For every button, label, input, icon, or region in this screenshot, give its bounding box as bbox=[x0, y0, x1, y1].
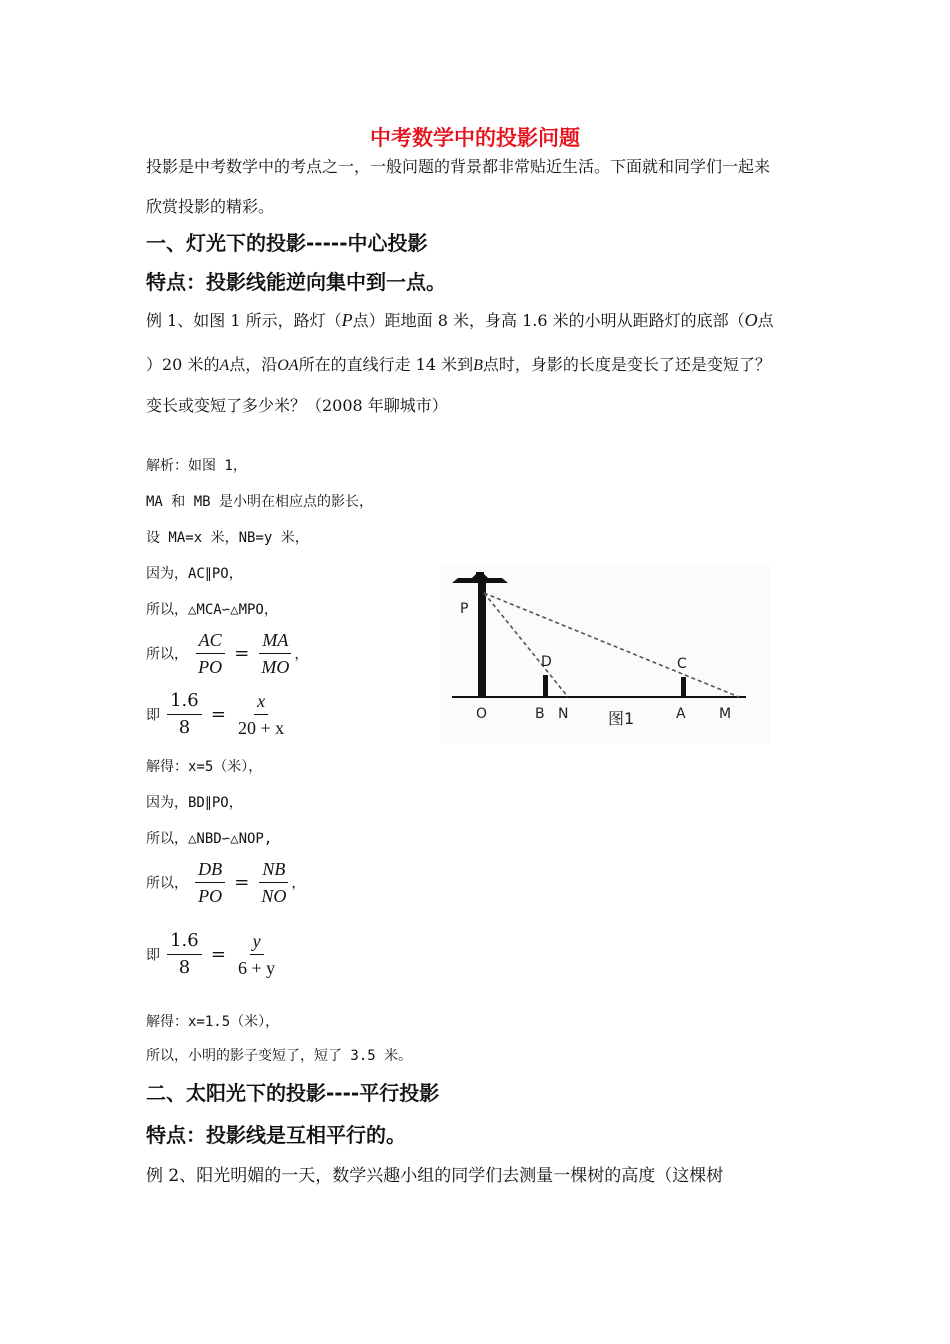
example1-text: 点时，身影的长度是变长了还是变短了？ bbox=[482, 355, 771, 374]
solution-line: 因为，BD∥PO， bbox=[146, 795, 243, 811]
denominator: 6 + y bbox=[238, 958, 276, 978]
example2-line-1: 例 2、阳光明媚的一天，数学兴趣小组的同学们去测量一棵树的高度（这棵树 bbox=[146, 1166, 724, 1186]
person-at-b bbox=[543, 675, 548, 697]
equation-ratio-1 bbox=[146, 629, 308, 678]
solution-line: 所以，△MCA∽△MPO， bbox=[146, 602, 278, 618]
page-title: 中考数学中的投影问题 bbox=[370, 126, 580, 150]
equals-sign: = bbox=[210, 944, 226, 965]
fraction bbox=[235, 690, 287, 739]
denominator: NO bbox=[261, 886, 287, 906]
label-b: B bbox=[535, 706, 545, 722]
label-o: O bbox=[476, 706, 488, 722]
numerator: NB bbox=[259, 858, 288, 883]
equation-ratio-3 bbox=[146, 858, 305, 907]
denominator: 8 bbox=[178, 717, 191, 738]
solution-line: MA 和 MB 是小明在相应点的影长， bbox=[146, 494, 374, 510]
solution-label: 所以， bbox=[146, 875, 188, 892]
numerator: AC bbox=[196, 629, 225, 654]
figure-caption: 图1 bbox=[608, 709, 635, 728]
example1-line-3: 变长或变短了多少米？（2008 年聊城市） bbox=[146, 396, 448, 415]
solution-line: 设 MA=x 米，NB=y 米， bbox=[146, 530, 309, 546]
example1-text: 点，沿 bbox=[229, 355, 278, 374]
denominator: MO bbox=[261, 657, 290, 677]
point-o: O bbox=[744, 310, 758, 330]
numerator: MA bbox=[259, 629, 291, 654]
solution-label: 即 bbox=[146, 707, 160, 724]
equals-sign: = bbox=[210, 704, 226, 725]
segment-oa: OA bbox=[277, 357, 299, 374]
label-n: N bbox=[558, 706, 569, 722]
comma: ， bbox=[294, 646, 309, 663]
example1-text: 所在的直线行走 14 米到 bbox=[298, 355, 474, 374]
example1-line-1 bbox=[146, 308, 774, 331]
label-m: M bbox=[719, 706, 732, 722]
numerator: 1.6 bbox=[167, 930, 202, 955]
point-a: A bbox=[219, 357, 230, 374]
denominator: PO bbox=[198, 886, 223, 906]
lamp-cap bbox=[476, 572, 484, 576]
example1-text: ）20 米的 bbox=[146, 355, 220, 374]
denominator: 20 + x bbox=[238, 718, 285, 738]
section2-feature: 特点：投影线是互相平行的。 bbox=[146, 1123, 406, 1147]
label-d: D bbox=[541, 654, 552, 670]
comma: ， bbox=[291, 875, 306, 892]
solution-line: 所以，小明的影子变短了，短了 3.5 米。 bbox=[146, 1048, 413, 1064]
example1-text: 例 1、如图 1 所示，路灯（ bbox=[146, 311, 342, 330]
fraction bbox=[195, 858, 225, 907]
section2-heading: 二、太阳光下的投影----平行投影 bbox=[146, 1081, 440, 1105]
equals-sign: = bbox=[234, 643, 250, 664]
solution-line: 所以，△NBD∽△NOP, bbox=[146, 831, 273, 847]
label-c: C bbox=[677, 656, 687, 672]
fraction bbox=[258, 629, 292, 678]
fraction bbox=[167, 690, 202, 739]
intro-line-2: 欣赏投影的精彩。 bbox=[146, 197, 275, 216]
solution-line: 因为，AC∥PO， bbox=[146, 566, 243, 582]
fraction bbox=[258, 858, 289, 907]
solution-line: 解得：x=1.5（米）， bbox=[146, 1014, 280, 1030]
label-p: P bbox=[460, 601, 469, 617]
equals-sign: = bbox=[234, 872, 250, 893]
point-p: P bbox=[341, 310, 353, 330]
numerator: x bbox=[254, 690, 268, 715]
numerator: y bbox=[250, 930, 264, 955]
denominator: PO bbox=[198, 657, 223, 677]
lamp-pole bbox=[478, 583, 486, 697]
fraction bbox=[167, 930, 202, 979]
example1-line-2 bbox=[146, 352, 771, 375]
fraction bbox=[195, 629, 225, 678]
point-b: B bbox=[473, 357, 483, 374]
intro-line-1: 投影是中考数学中的考点之一，一般问题的背景都非常贴近生活。下面就和同学们一起来 bbox=[146, 157, 771, 176]
solution-line: 解得：x=5（米）， bbox=[146, 759, 263, 775]
label-a: A bbox=[676, 706, 686, 722]
figure-1-diagram bbox=[440, 564, 770, 744]
example1-text: 点）距地面 8 米，身高 1.6 米的小明从距路灯的底部（ bbox=[352, 311, 745, 330]
numerator: 1.6 bbox=[167, 690, 202, 715]
section1-feature: 特点：投影线能逆向集中到一点。 bbox=[146, 270, 446, 294]
section1-heading: 一、灯光下的投影-----中心投影 bbox=[146, 231, 428, 255]
solution-line: 解析：如图 1， bbox=[146, 458, 247, 474]
fraction bbox=[235, 930, 278, 979]
denominator: 8 bbox=[178, 957, 191, 978]
solution-label: 即 bbox=[146, 947, 160, 964]
equation-ratio-2 bbox=[146, 690, 289, 739]
solution-label: 所以， bbox=[146, 646, 188, 663]
example1-text: 点 bbox=[757, 311, 774, 330]
numerator: DB bbox=[195, 858, 225, 883]
person-at-a bbox=[681, 677, 686, 697]
equation-ratio-4 bbox=[146, 930, 280, 979]
